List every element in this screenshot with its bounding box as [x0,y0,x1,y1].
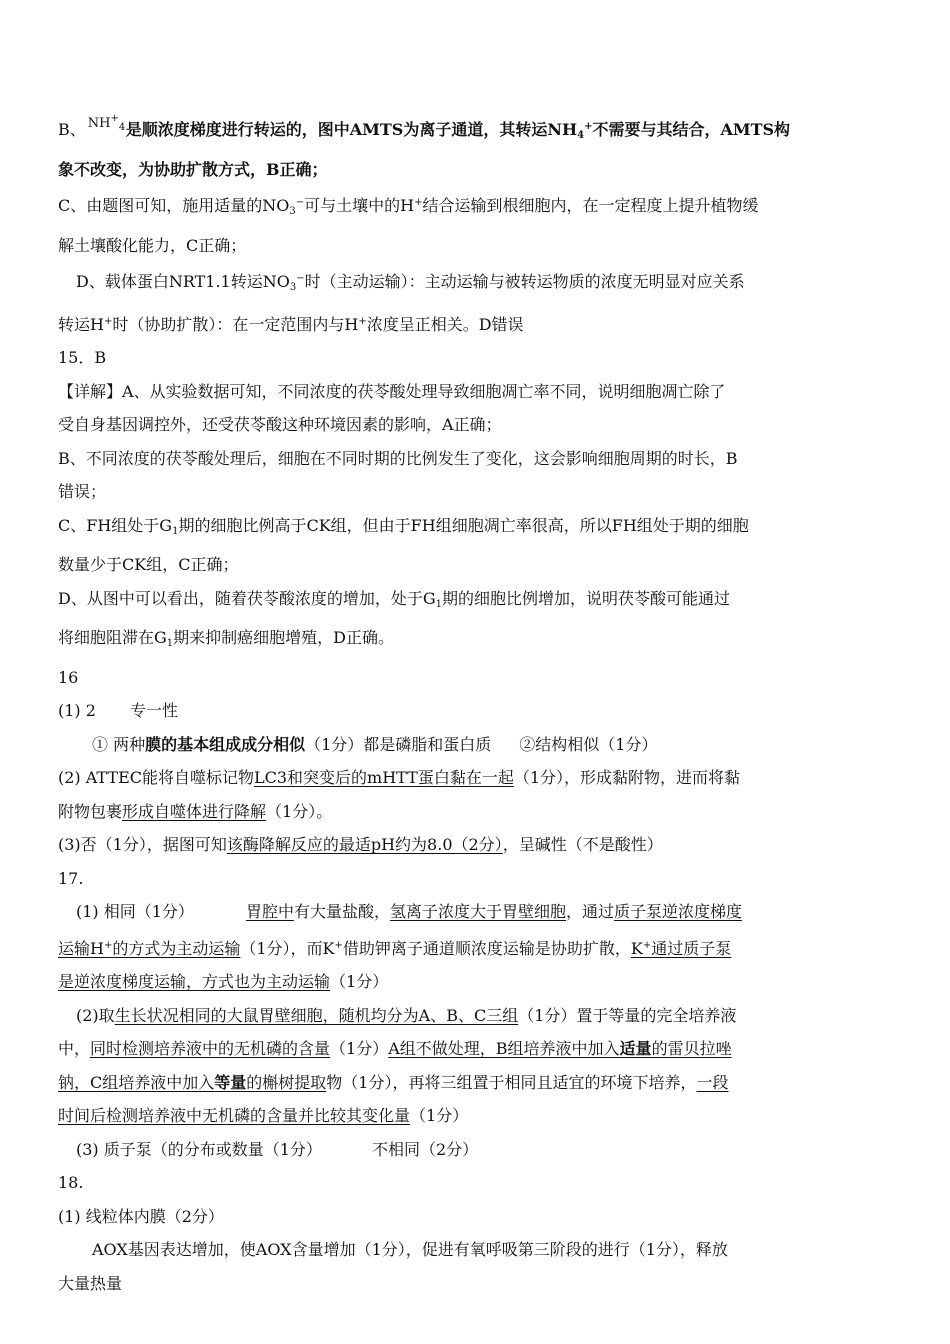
q18-part-1: (1) 线粒体内膜（2分） [58,1206,224,1226]
q15-detail-d-2: 将细胞阻滞在$G_1$期来抑制癌细胞增殖，D正确。 [58,628,395,649]
q15-detail-c-2: 数量少于CK组，C正确； [58,555,239,574]
question-15-heading: 15．B [58,348,107,367]
line-c-1: C、由题图可知，施用适量的$NO_3^-$可与土壤中的H+结合运输到根细胞内，在一定程度上提升植物缓 [58,196,759,217]
q17-part-3: (3) 质子泵（的分布或数量（1分） 不相同（2分） [76,1139,479,1159]
question-17-heading: 17. [58,868,84,888]
q16-part-2-2: 附物包裹形成自噬体进行降解（1分）。 [58,801,333,821]
q17-part-1-2: 运输H+的方式为主动运输（1分），而K+借助钾离子通道顺浓度运输是协助扩散，K+通过质子泵 [58,938,732,958]
option-b-label: B、 [58,120,86,139]
q17-part-1-3: 是逆浓度梯度运输，方式也为主动运输（1分） [58,972,389,991]
line-c-2: 解土壤酸化能力，C正确； [58,235,247,255]
q15-detail-b-1: B、不同浓度的茯苓酸处理后，细胞在不同时期的比例发生了变化，这会影响细胞周期的时长，B [58,448,738,468]
answer-document [58,110,870,1300]
q16-part-1: (1) 2 专一性 [58,701,178,720]
q17-part-2-4: 时间后检测培养液中无机磷的含量并比较其变化量（1分） [58,1106,469,1125]
line-d-2: 转运H+时（协助扩散）：在一定范围内与H+浓度呈正相关。D错误 [58,314,524,334]
line-b-nh4: B、 $NH^+_4$ 是顺浓度梯度进行转运的，图中AMTS为离子通道，其转运$NH_4^+$不需要与其结合，AMTS构 [58,113,791,141]
question-16-heading: 16 [58,667,79,687]
line-d-1: D、载体蛋白NRT1.1转运$NO_3^-$时（主动运输）：主动运输与被转运物质的浓度无明显对应关系 [76,272,745,293]
underlined-text: K+通过质子泵 [630,938,732,958]
q16-part-1-reason: ① 两种膜的基本组成成分相似（1分）都是磷脂和蛋白质 ②结构相似（1分） [92,734,658,754]
q16-part-3: (3)否（1分），据图可知该酶降解反应的最适pH约为8.0（2分），呈碱性（不是酸性） [58,835,663,854]
q15-detail-b-2: 错误； [58,482,107,501]
q18-part-1-reason-1: AOX基因表达增加，使AOX含量增加（1分），促进有氧呼吸第三阶段的进行（1分），释放 [92,1240,728,1259]
q17-part-2-2: 中，同时检测培养液中的无机磷的含量（1分）A组不做处理，B组培养液中加入适量的雷贝拉唑 [58,1039,732,1058]
bold-text: 是顺浓度梯度进行转运的，图中AMTS为离子通道，其转运$NH_4^+$不需要与其结合，AMTS构 [125,120,791,141]
q17-part-2-1: (2)取生长状况相同的大鼠胃壁细胞，随机均分为A、B、C三组（1分）置于等量的完全培养液 [76,1005,737,1025]
question-18-heading: 18. [58,1173,84,1192]
q15-detail-a-1: 【详解】A、从实验数据可知，不同浓度的茯苓酸处理导致细胞凋亡率不同，说明细胞凋亡除了 [58,381,726,401]
q18-part-1-reason-2: 大量热量 [58,1273,123,1293]
q16-part-2-1: (2) ATTEC能将自噬标记物LC3和突变后的mHTT蛋白黏在一起（1分），形成黏附物，进而将黏 [58,768,741,787]
underlined-text: 运输H+的方式为主动运输 [58,938,241,958]
q17-part-1-1: (1) 相同（1分） 胃腔中有大量盐酸，氢离子浓度大于胃壁细胞，通过质子泵逆浓度梯度 [76,902,743,921]
q17-part-2-3: 钠，C组培养液中加入等量的槲树提取物（1分），再将三组置于相同且适宜的环境下培养，一段 [58,1072,729,1092]
q15-detail-a-2: 受自身基因调控外，还受茯苓酸这种环境因素的影响，A正确； [58,415,502,434]
q15-detail-c-1: C、FH组处于$G_1$期的细胞比例高于CK组，但由于FH组细胞凋亡率很高，所以FH组处于期的细胞 [58,515,749,537]
line-b-conclusion: 象不改变，为协助扩散方式，B正确； [58,159,328,179]
q15-detail-d-1: D、从图中可以看出，随着茯苓酸浓度的增加，处于$G_1$期的细胞比例增加，说明茯苓酸可能通过 [58,588,731,610]
